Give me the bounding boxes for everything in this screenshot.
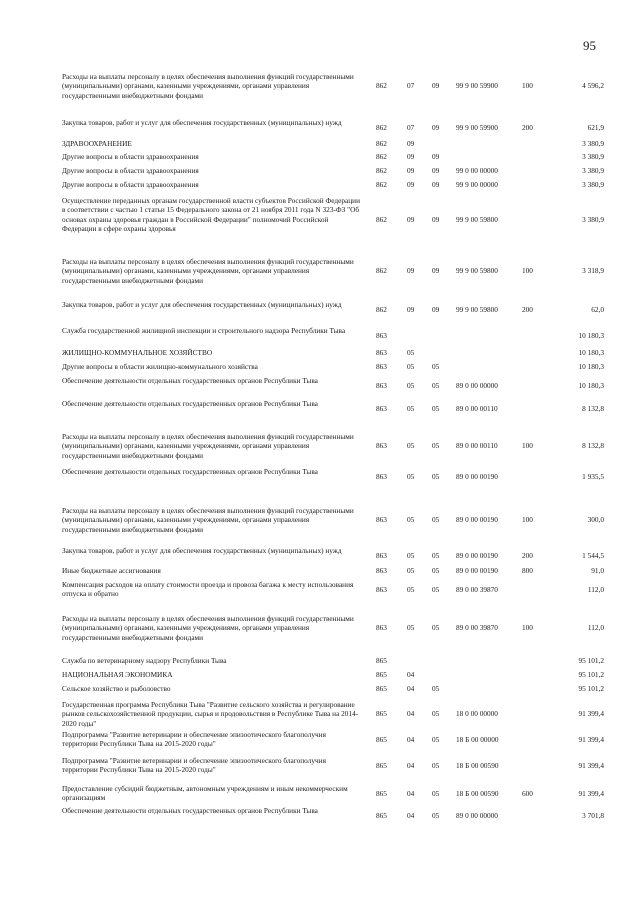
row-vr: 800 — [522, 566, 533, 575]
row-csr: 89 0 00 00000 — [456, 811, 498, 820]
row-rz: 07 — [407, 123, 415, 132]
row-sum: 91,0 — [591, 566, 604, 575]
row-pr: 05 — [432, 551, 440, 560]
row-rz: 04 — [407, 735, 415, 744]
row-sum: 91 399,4 — [578, 735, 604, 744]
row-pr: 05 — [432, 623, 440, 632]
row-rz: 05 — [407, 441, 415, 450]
row-csr: 89 0 00 00110 — [456, 441, 498, 450]
row-vr: 600 — [522, 789, 533, 798]
row-name: Предоставление субсидий бюджетным, автономным учреждениям и иным некоммерческим организациям — [62, 784, 348, 803]
row-ved: 862 — [376, 215, 387, 224]
row-name: Другие вопросы в области здравоохранения — [62, 180, 199, 189]
row-sum: 8 132,8 — [582, 404, 604, 413]
row-name: Обеспечение деятельности отдельных государственных органов Республики Тыва — [62, 806, 318, 815]
row-rz: 09 — [407, 139, 415, 148]
row-name: Другие вопросы в области здравоохранения — [62, 166, 199, 175]
row-pr: 09 — [432, 180, 440, 189]
row-ved: 865 — [376, 670, 387, 679]
row-pr: 05 — [432, 515, 440, 524]
row-sum: 10 180,3 — [578, 331, 604, 340]
row-name: Подпрограмма "Развитие ветеринарии и обеспечение эпизоотического благополучия территории Республики Тыва на 2015-2020 годы" — [62, 730, 326, 749]
row-name: Служба государственной жилищной инспекции и строительного надзора Республики Тыва — [62, 326, 346, 335]
row-ved: 862 — [376, 180, 387, 189]
row-ved: 865 — [376, 684, 387, 693]
row-rz: 05 — [407, 348, 415, 357]
row-sum: 95 101,2 — [578, 670, 604, 679]
row-sum: 8 132,8 — [582, 441, 604, 450]
row-pr: 05 — [432, 709, 440, 718]
row-pr: 09 — [432, 123, 440, 132]
row-csr: 89 0 00 39870 — [456, 623, 498, 632]
row-sum: 1 935,5 — [582, 472, 604, 481]
row-ved: 865 — [376, 735, 387, 744]
row-rz: 05 — [407, 585, 415, 594]
row-vr: 100 — [522, 515, 533, 524]
row-pr: 05 — [432, 811, 440, 820]
row-ved: 863 — [376, 472, 387, 481]
row-ved: 863 — [376, 515, 387, 524]
row-ved: 865 — [376, 811, 387, 820]
row-sum: 3 380,9 — [582, 180, 604, 189]
row-name: Расходы на выплаты персоналу в целях обеспечения выполнения функций государственными (муниципальными) органами, казенными учреждениями, органами управления государственными внебюджетными фондами — [62, 432, 354, 460]
row-rz: 09 — [407, 180, 415, 189]
row-ved: 862 — [376, 139, 387, 148]
row-name: Закупка товаров, работ и услуг для обеспечения государственных (муниципальных) нужд — [62, 300, 342, 309]
row-sum: 1 544,5 — [582, 551, 604, 560]
row-vr: 100 — [522, 266, 533, 275]
row-sum: 300,0 — [587, 515, 604, 524]
row-ved: 863 — [376, 348, 387, 357]
row-ved: 865 — [376, 761, 387, 770]
row-pr: 09 — [432, 152, 440, 161]
row-rz: 07 — [407, 81, 415, 90]
row-sum: 91 399,4 — [578, 761, 604, 770]
row-name: НАЦИОНАЛЬНАЯ ЭКОНОМИКА — [62, 670, 173, 679]
row-pr: 05 — [432, 566, 440, 575]
row-vr: 100 — [522, 623, 533, 632]
row-ved: 865 — [376, 709, 387, 718]
row-name: Другие вопросы в области здравоохранения — [62, 152, 199, 161]
row-pr: 05 — [432, 684, 440, 693]
row-ved: 865 — [376, 789, 387, 798]
row-csr: 18 0 00 00000 — [456, 709, 498, 718]
row-pr: 05 — [432, 362, 440, 371]
row-name: Закупка товаров, работ и услуг для обеспечения государственных (муниципальных) нужд — [62, 118, 342, 127]
row-sum: 91 399,4 — [578, 709, 604, 718]
row-vr: 200 — [522, 551, 533, 560]
row-name: Государственная программа Республики Тыва "Развитие сельского хозяйства и регулирование рынков сельскохозяйственной продукции, сырья и продовольствия в Республике Тыва на 2014-2020 годы" — [62, 700, 359, 728]
row-rz: 04 — [407, 761, 415, 770]
row-rz: 04 — [407, 670, 415, 679]
row-ved: 863 — [376, 381, 387, 390]
row-sum: 3 701,8 — [582, 811, 604, 820]
row-rz: 05 — [407, 362, 415, 371]
row-name: Другие вопросы в области жилищно-коммунального хозяйства — [62, 362, 258, 371]
row-rz: 05 — [407, 404, 415, 413]
row-rz: 05 — [407, 515, 415, 524]
row-name: Осуществление переданных органам государственной власти субъектов Российской Федерации в соответствии с частью 1 статьи 15 Федерального закона от 21 ноября 2011 года N 323-ФЗ "Об основах охраны здоровья граждан в Российской Федерации" полномочий Российской Федерации в сфере охраны здоровья — [62, 196, 360, 233]
row-csr: 99 0 00 00000 — [456, 166, 498, 175]
row-ved: 863 — [376, 585, 387, 594]
row-rz: 05 — [407, 623, 415, 632]
row-sum: 112,0 — [587, 623, 604, 632]
row-sum: 62,0 — [591, 305, 604, 314]
row-name: Обеспечение деятельности отдельных государственных органов Республики Тыва — [62, 467, 318, 476]
row-rz: 05 — [407, 566, 415, 575]
row-csr: 99 9 00 59900 — [456, 123, 498, 132]
row-csr: 18 Б 00 00590 — [456, 789, 499, 798]
row-sum: 621,9 — [587, 123, 604, 132]
row-name: Расходы на выплаты персоналу в целях обеспечения выполнения функций государственными (муниципальными) органами, казенными учреждениями, органами управления государственными внебюджетными фондами — [62, 72, 354, 100]
row-csr: 89 0 00 00110 — [456, 404, 498, 413]
row-name: Закупка товаров, работ и услуг для обеспечения государственных (муниципальных) нужд — [62, 546, 342, 555]
row-pr: 05 — [432, 472, 440, 481]
row-pr: 05 — [432, 585, 440, 594]
row-pr: 09 — [432, 305, 440, 314]
row-csr: 99 9 00 59800 — [456, 266, 498, 275]
row-vr: 100 — [522, 81, 533, 90]
row-ved: 862 — [376, 152, 387, 161]
row-pr: 05 — [432, 735, 440, 744]
row-rz: 05 — [407, 551, 415, 560]
row-sum: 95 101,2 — [578, 684, 604, 693]
row-pr: 05 — [432, 381, 440, 390]
row-rz: 04 — [407, 789, 415, 798]
row-vr: 200 — [522, 305, 533, 314]
row-ved: 863 — [376, 331, 387, 340]
row-sum: 95 101,2 — [578, 656, 604, 665]
row-name: Расходы на выплаты персоналу в целях обеспечения выполнения функций государственными (муниципальными) органами, казенными учреждениями, органами управления государственными внебюджетными фондами — [62, 614, 354, 642]
row-pr: 05 — [432, 761, 440, 770]
row-sum: 3 380,9 — [582, 166, 604, 175]
row-name: Подпрограмма "Развитие ветеринарии и обеспечение эпизоотического благополучия территории Республики Тыва на 2015-2020 годы" — [62, 756, 326, 775]
row-ved: 863 — [376, 441, 387, 450]
row-ved: 863 — [376, 404, 387, 413]
row-name: Сельское хозяйство и рыболовство — [62, 684, 171, 693]
row-csr: 89 0 00 00190 — [456, 551, 498, 560]
row-sum: 3 380,9 — [582, 215, 604, 224]
row-name: Обеспечение деятельности отдельных государственных органов Республики Тыва — [62, 399, 318, 408]
row-csr: 89 0 00 00190 — [456, 515, 498, 524]
row-name: Обеспечение деятельности отдельных государственных органов Республики Тыва — [62, 376, 318, 385]
row-rz: 05 — [407, 381, 415, 390]
row-pr: 05 — [432, 789, 440, 798]
row-csr: 89 0 00 00190 — [456, 472, 498, 481]
row-sum: 91 399,4 — [578, 789, 604, 798]
row-rz: 09 — [407, 166, 415, 175]
row-csr: 99 9 00 00000 — [456, 180, 498, 189]
row-sum: 3 380,9 — [582, 139, 604, 148]
row-name: Служба по ветеринарному надзору Республики Тыва — [62, 656, 227, 665]
row-pr: 05 — [432, 441, 440, 450]
row-sum: 3 380,9 — [582, 152, 604, 161]
row-csr: 89 0 00 39870 — [456, 585, 498, 594]
row-pr: 09 — [432, 166, 440, 175]
row-ved: 862 — [376, 305, 387, 314]
row-ved: 863 — [376, 566, 387, 575]
row-rz: 04 — [407, 684, 415, 693]
row-csr: 99 9 00 59900 — [456, 81, 498, 90]
row-rz: 09 — [407, 152, 415, 161]
row-sum: 112,0 — [587, 585, 604, 594]
row-ved: 862 — [376, 81, 387, 90]
row-rz: 04 — [407, 811, 415, 820]
row-pr: 09 — [432, 266, 440, 275]
row-csr: 18 Б 00 00000 — [456, 735, 499, 744]
row-ved: 865 — [376, 656, 387, 665]
row-sum: 4 596,2 — [582, 81, 604, 90]
row-sum: 10 180,3 — [578, 362, 604, 371]
row-csr: 89 0 00 00000 — [456, 381, 498, 390]
row-name: Иные бюджетные ассигнования — [62, 566, 161, 575]
row-rz: 09 — [407, 215, 415, 224]
row-name: ЗДРАВООХРАНЕНИЕ — [62, 139, 132, 148]
row-csr: 18 Б 00 00590 — [456, 761, 499, 770]
row-rz: 09 — [407, 266, 415, 275]
row-ved: 863 — [376, 362, 387, 371]
row-pr: 09 — [432, 81, 440, 90]
row-vr: 200 — [522, 123, 533, 132]
row-rz: 05 — [407, 472, 415, 481]
row-sum: 3 318,9 — [582, 266, 604, 275]
row-rz: 04 — [407, 709, 415, 718]
row-ved: 862 — [376, 123, 387, 132]
row-pr: 09 — [432, 215, 440, 224]
row-name: Расходы на выплаты персоналу в целях обеспечения выполнения функций государственными (муниципальными) органами, казенными учреждениями, органами управления государственными внебюджетными фондами — [62, 506, 354, 534]
row-csr: 99 9 00 59800 — [456, 215, 498, 224]
row-vr: 100 — [522, 441, 533, 450]
row-pr: 05 — [432, 404, 440, 413]
row-ved: 863 — [376, 623, 387, 632]
row-name: Расходы на выплаты персоналу в целях обеспечения выполнения функций государственными (муниципальными) органами, казенными учреждениями, органами управления государственными внебюджетными фондами — [62, 257, 354, 285]
row-ved: 863 — [376, 551, 387, 560]
row-sum: 10 180,3 — [578, 348, 604, 357]
row-csr: 89 0 00 00190 — [456, 566, 498, 575]
row-name: Компенсация расходов на оплату стоимости проезда и провоза багажа к месту использования отпуска и обратно — [62, 580, 354, 599]
row-rz: 09 — [407, 305, 415, 314]
row-ved: 862 — [376, 266, 387, 275]
row-name: ЖИЛИЩНО-КОММУНАЛЬНОЕ ХОЗЯЙСТВО — [62, 348, 213, 357]
row-sum: 10 180,3 — [578, 381, 604, 390]
row-csr: 99 9 00 59800 — [456, 305, 498, 314]
row-ved: 862 — [376, 166, 387, 175]
page-number: 95 — [583, 38, 596, 53]
